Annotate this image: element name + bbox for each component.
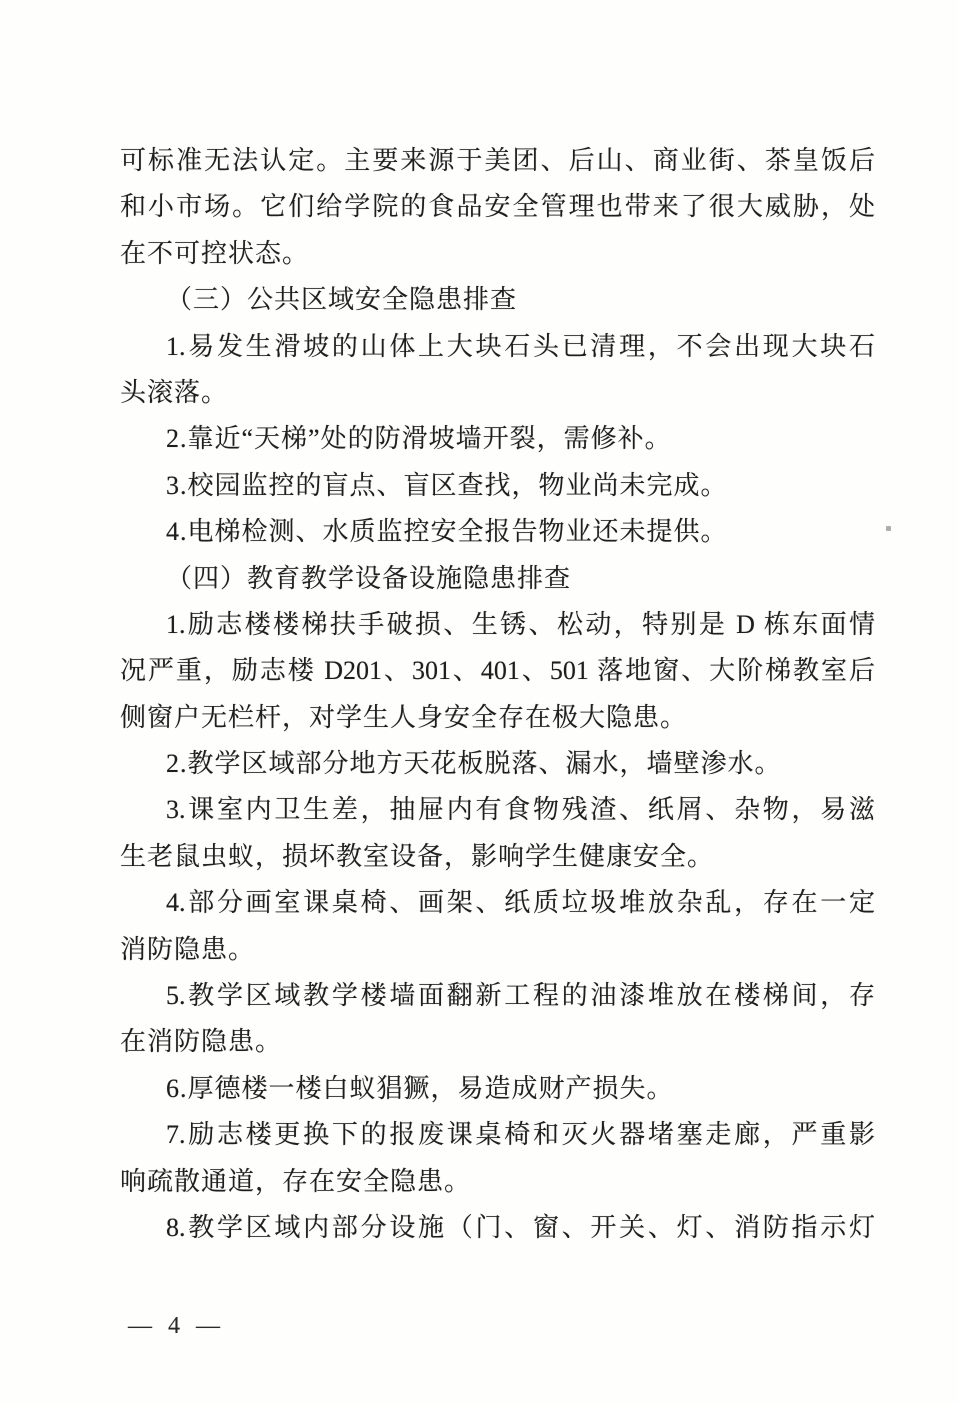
paragraph-line: 和小市场。它们给学院的食品安全管理也带来了很大威胁，处 <box>120 192 875 222</box>
list-item-line: 5.教学区域教学楼墙面翻新工程的油漆堆放在楼梯间，存 <box>166 981 875 1011</box>
list-item-line: 1.易发生滑坡的山体上大块石头已清理，不会出现大块石 <box>166 331 875 361</box>
list-item-line: 1.励志楼楼梯扶手破损、生锈、松动，特别是 D 栋东面情 <box>166 609 875 639</box>
section-heading-3: （三）公共区域安全隐患排查 <box>166 285 518 315</box>
paragraph-line: 在不可控状态。 <box>120 238 310 268</box>
page-number: — 4 — <box>128 1313 225 1339</box>
list-item-line: 7.励志楼更换下的报废课桌椅和灭火器堵塞走廊，严重影 <box>166 1120 875 1150</box>
list-item-line: 2.教学区域部分地方天花板脱落、漏水，墙壁渗水。 <box>166 749 782 779</box>
list-item-line: 3.课室内卫生差，抽屉内有食物残渣、纸屑、杂物，易滋 <box>166 795 875 825</box>
document-body <box>120 138 875 1251</box>
list-item-line: 4.部分画室课桌椅、画架、纸质垃圾堆放杂乱，存在一定 <box>166 888 875 918</box>
paragraph-line: 可标准无法认定。主要来源于美团、后山、商业街、茶皇饭后 <box>120 146 875 175</box>
list-item-line: 6.厚德楼一楼白蚁猖獗，易造成财产损失。 <box>166 1073 674 1103</box>
list-item-line: 8.教学区域内部分设施（门、窗、开关、灯、消防指示灯 <box>166 1212 875 1242</box>
list-item-line: 消防隐患。 <box>120 934 256 964</box>
scan-artifact <box>886 526 891 531</box>
list-item-line: 生老鼠虫蚁，损坏教室设备，影响学生健康安全。 <box>120 841 715 871</box>
list-item-line: 4.电梯检测、水质监控安全报告物业还未提供。 <box>166 517 728 547</box>
list-item-line: 况严重，励志楼 D201、301、401、501 落地窗、大阶梯教室后 <box>120 656 875 686</box>
list-item-line: 响疏散通道，存在安全隐患。 <box>120 1166 472 1196</box>
list-item-line: 3.校园监控的盲点、盲区查找，物业尚未完成。 <box>166 470 728 500</box>
list-item-line: 2.靠近“天梯”处的防滑坡墙开裂，需修补。 <box>166 424 672 454</box>
list-item-line: 头滚落。 <box>120 377 229 407</box>
list-item-line: 侧窗户无栏杆，对学生人身安全存在极大隐患。 <box>120 702 688 732</box>
section-heading-4: （四）教育教学设备设施隐患排查 <box>166 563 572 593</box>
list-item-line: 在消防隐患。 <box>120 1027 283 1057</box>
